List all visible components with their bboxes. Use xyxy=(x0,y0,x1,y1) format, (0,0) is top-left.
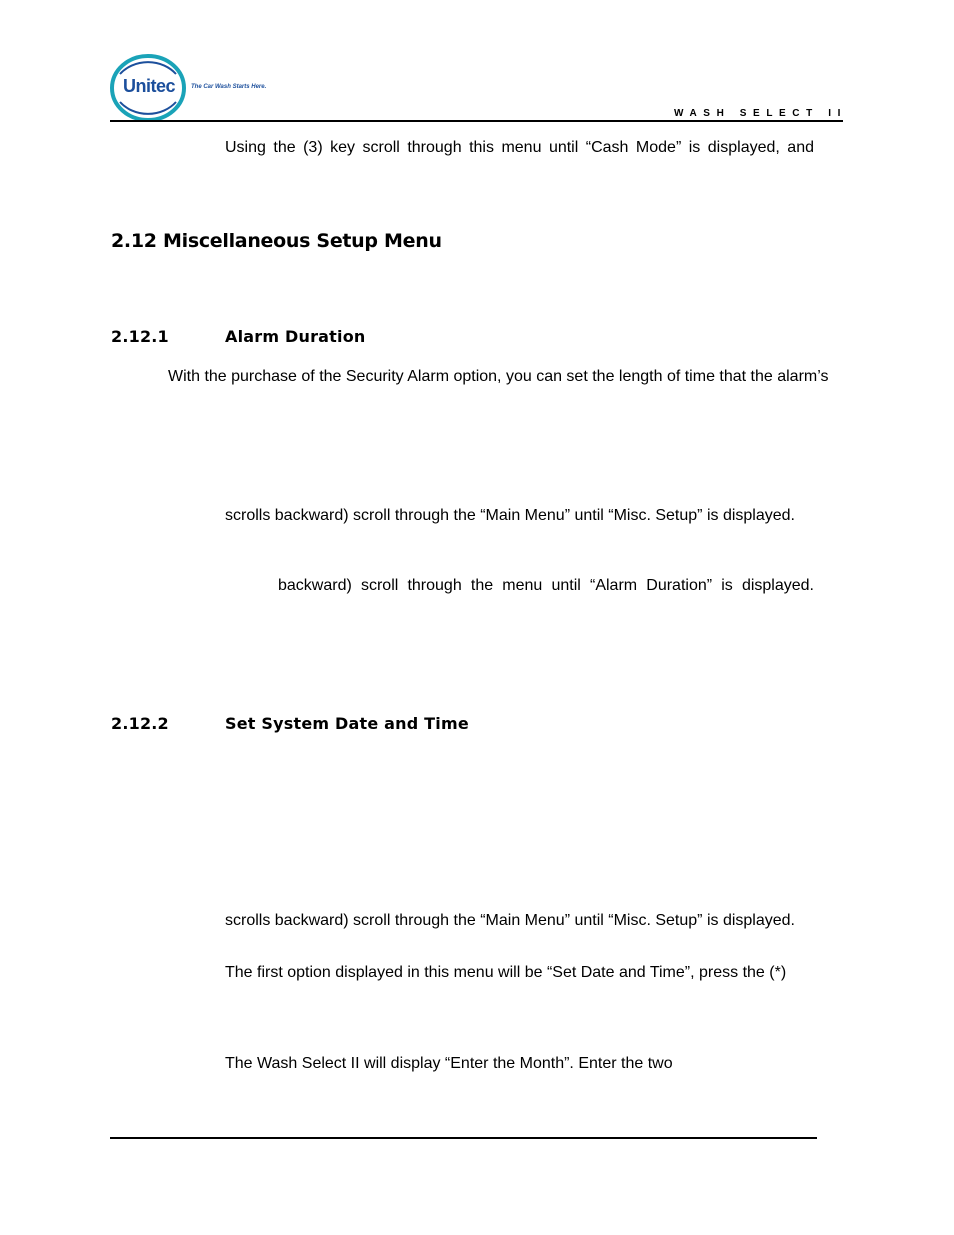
header-divider xyxy=(110,120,843,122)
paragraph-alarm-duration-select: backward) scroll through the menu until “Alarm Duration” is displayed. xyxy=(278,577,814,594)
paragraph-alarm-intro: With the purchase of the Security Alarm option, you can set the length of time that the alarm’s xyxy=(168,368,829,385)
logo-tagline: The Car Wash Starts Here. xyxy=(191,84,267,90)
paragraph-cash-mode: Using the (3) key scroll through this menu until “Cash Mode” is displayed, and xyxy=(225,139,814,156)
subsection-title-date-time: Set System Date and Time xyxy=(225,714,469,733)
subsection-number-alarm-duration: 2.12.1 xyxy=(111,327,169,346)
footer-divider xyxy=(110,1137,817,1139)
paragraph-date-first-option: The first option displayed in this menu will be “Set Date and Time”, press the (*) xyxy=(225,964,787,981)
logo-wordmark: Unitec xyxy=(122,76,175,96)
paragraph-alarm-main-menu: scrolls backward) scroll through the “Main Menu” until “Misc. Setup” is displayed. xyxy=(225,507,795,524)
paragraph-date-main-menu: scrolls backward) scroll through the “Main Menu” until “Misc. Setup” is displayed. xyxy=(225,912,795,929)
subsection-number-date-time: 2.12.2 xyxy=(111,714,169,733)
paragraph-enter-month: The Wash Select II will display “Enter the Month”. Enter the two xyxy=(225,1055,673,1072)
section-heading: 2.12 Miscellaneous Setup Menu xyxy=(111,230,442,252)
unitec-logo xyxy=(108,54,268,122)
running-header-title: WASH SELECT II xyxy=(674,108,847,119)
subsection-title-alarm-duration: Alarm Duration xyxy=(225,327,366,346)
